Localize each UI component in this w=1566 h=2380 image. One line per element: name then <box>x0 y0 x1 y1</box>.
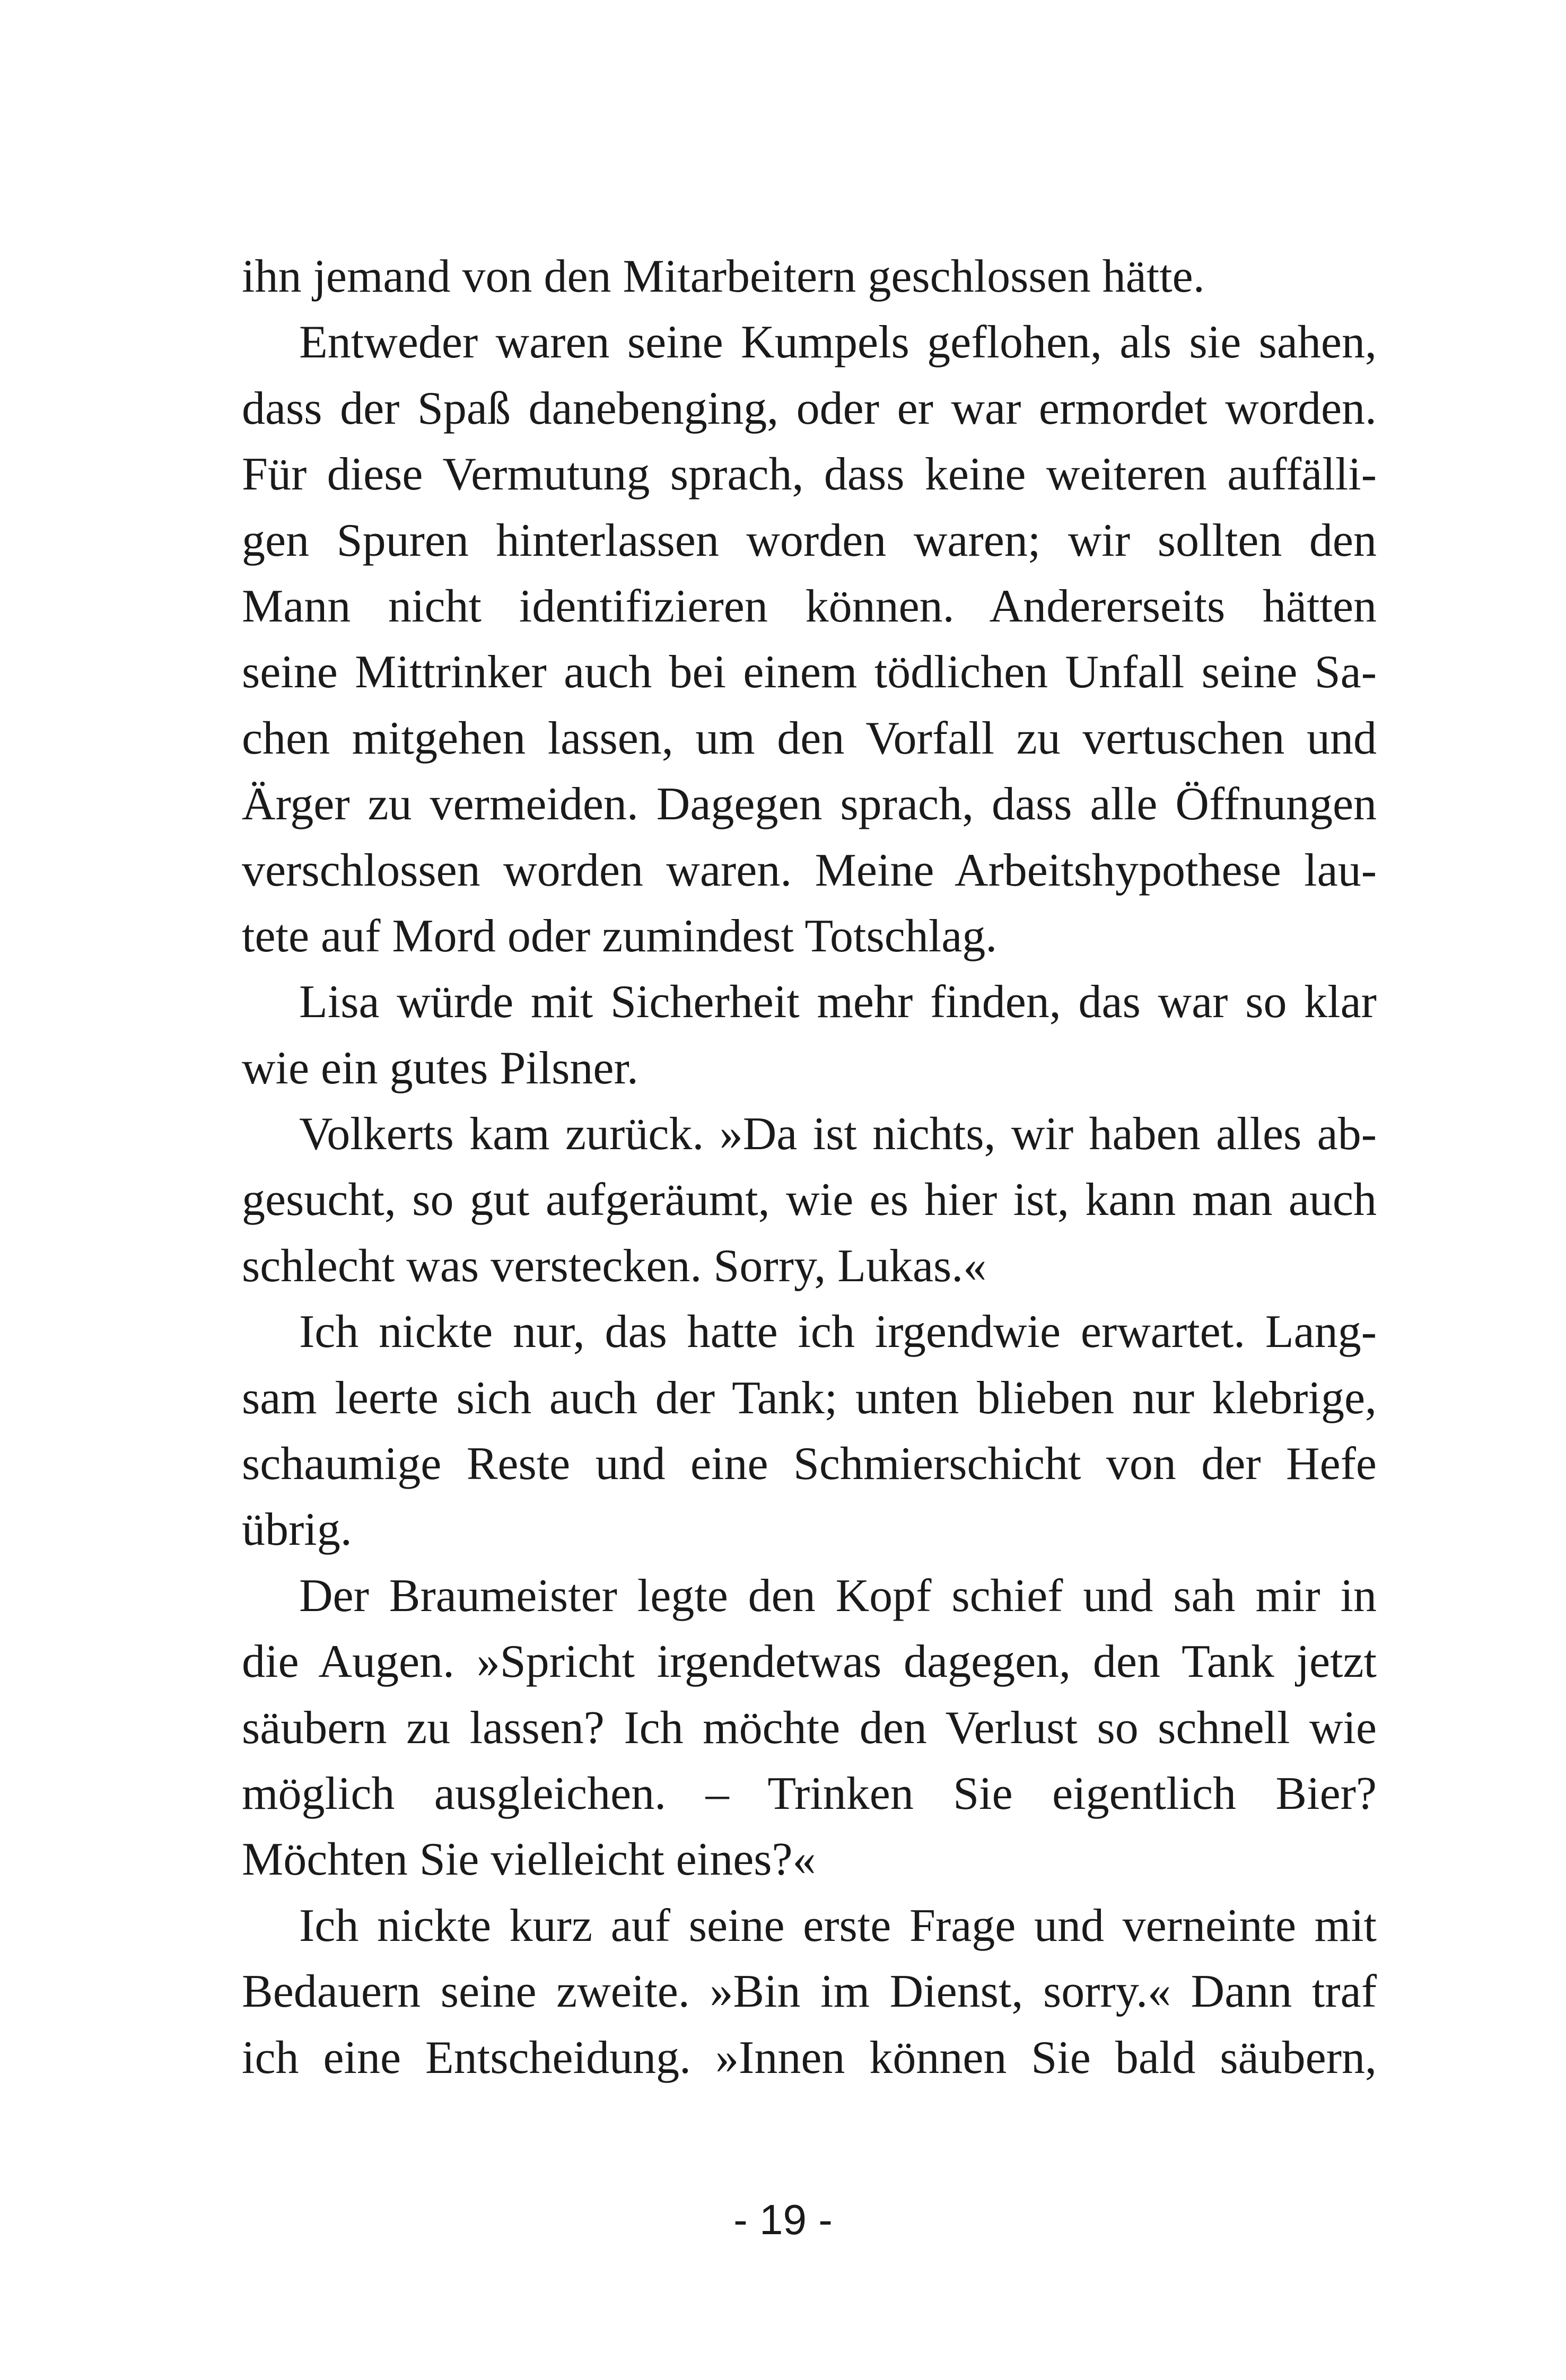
text-line: sam leerte sich auch der Tank; unten blieben nur klebrige, <box>242 1372 1377 1424</box>
text-line: Ich nickte nur, das hatte ich irgendwie erwartet. Lang- <box>299 1306 1377 1358</box>
text-line: Für diese Vermutung sprach, dass keine weiteren auffälli- <box>242 449 1377 501</box>
text-line: wie ein gutes Pilsner. <box>242 1042 638 1094</box>
text-line: Mann nicht identifizieren können. Andererseits hätten <box>242 580 1377 632</box>
body-text <box>242 244 1377 2091</box>
text-line: seine Mittrinker auch bei einem tödlichen Unfall seine Sa- <box>242 646 1377 698</box>
text-line: verschlossen worden waren. Meine Arbeitshypothese lau- <box>242 844 1377 896</box>
text-line: Ich nickte kurz auf seine erste Frage und verneinte mit <box>299 1900 1377 1952</box>
text-line: Der Braumeister legte den Kopf schief und sah mir in <box>299 1570 1377 1622</box>
text-line: Entweder waren seine Kumpels geflohen, als sie sahen, <box>299 317 1377 369</box>
text-line: Ärger zu vermeiden. Dagegen sprach, dass alle Öffnungen <box>242 778 1377 830</box>
text-line: ich eine Entscheidung. »Innen können Sie bald säubern, <box>242 2032 1377 2084</box>
text-line: tete auf Mord oder zumindest Totschlag. <box>242 910 998 962</box>
text-line: Möchten Sie vielleicht eines?« <box>242 1834 816 1886</box>
text-line: möglich ausgleichen. – Trinken Sie eigentlich Bier? <box>242 1768 1377 1819</box>
text-line: gen Spuren hinterlassen worden waren; wir sollten den <box>242 514 1377 566</box>
text-line: schlecht was verstecken. Sorry, Lukas.« <box>242 1240 987 1292</box>
text-line: schaumige Reste und eine Schmierschicht von der Hefe <box>242 1438 1377 1490</box>
text-line: die Augen. »Spricht irgendetwas dagegen, den Tank jetzt <box>242 1636 1377 1688</box>
text-line: ihn jemand von den Mitarbeitern geschlossen hätte. <box>242 251 1205 302</box>
text-line: Lisa würde mit Sicherheit mehr finden, das war so klar <box>299 976 1377 1028</box>
text-line: übrig. <box>242 1504 352 1556</box>
text-line: dass der Spaß danebenging, oder er war ermordet worden. <box>242 382 1377 434</box>
text-line: Bedauern seine zweite. »Bin im Dienst, sorry.« Dann traf <box>242 1966 1377 2018</box>
text-line: säubern zu lassen? Ich möchte den Verlust so schnell wie <box>242 1702 1377 1754</box>
text-line: gesucht, so gut aufgeräumt, wie es hier ist, kann man auch <box>242 1174 1377 1226</box>
text-line: Volkerts kam zurück. »Da ist nichts, wir haben alles ab- <box>299 1108 1377 1160</box>
page-number: - 19 - <box>733 2196 833 2243</box>
text-line: chen mitgehen lassen, um den Vorfall zu vertuschen und <box>242 712 1377 764</box>
